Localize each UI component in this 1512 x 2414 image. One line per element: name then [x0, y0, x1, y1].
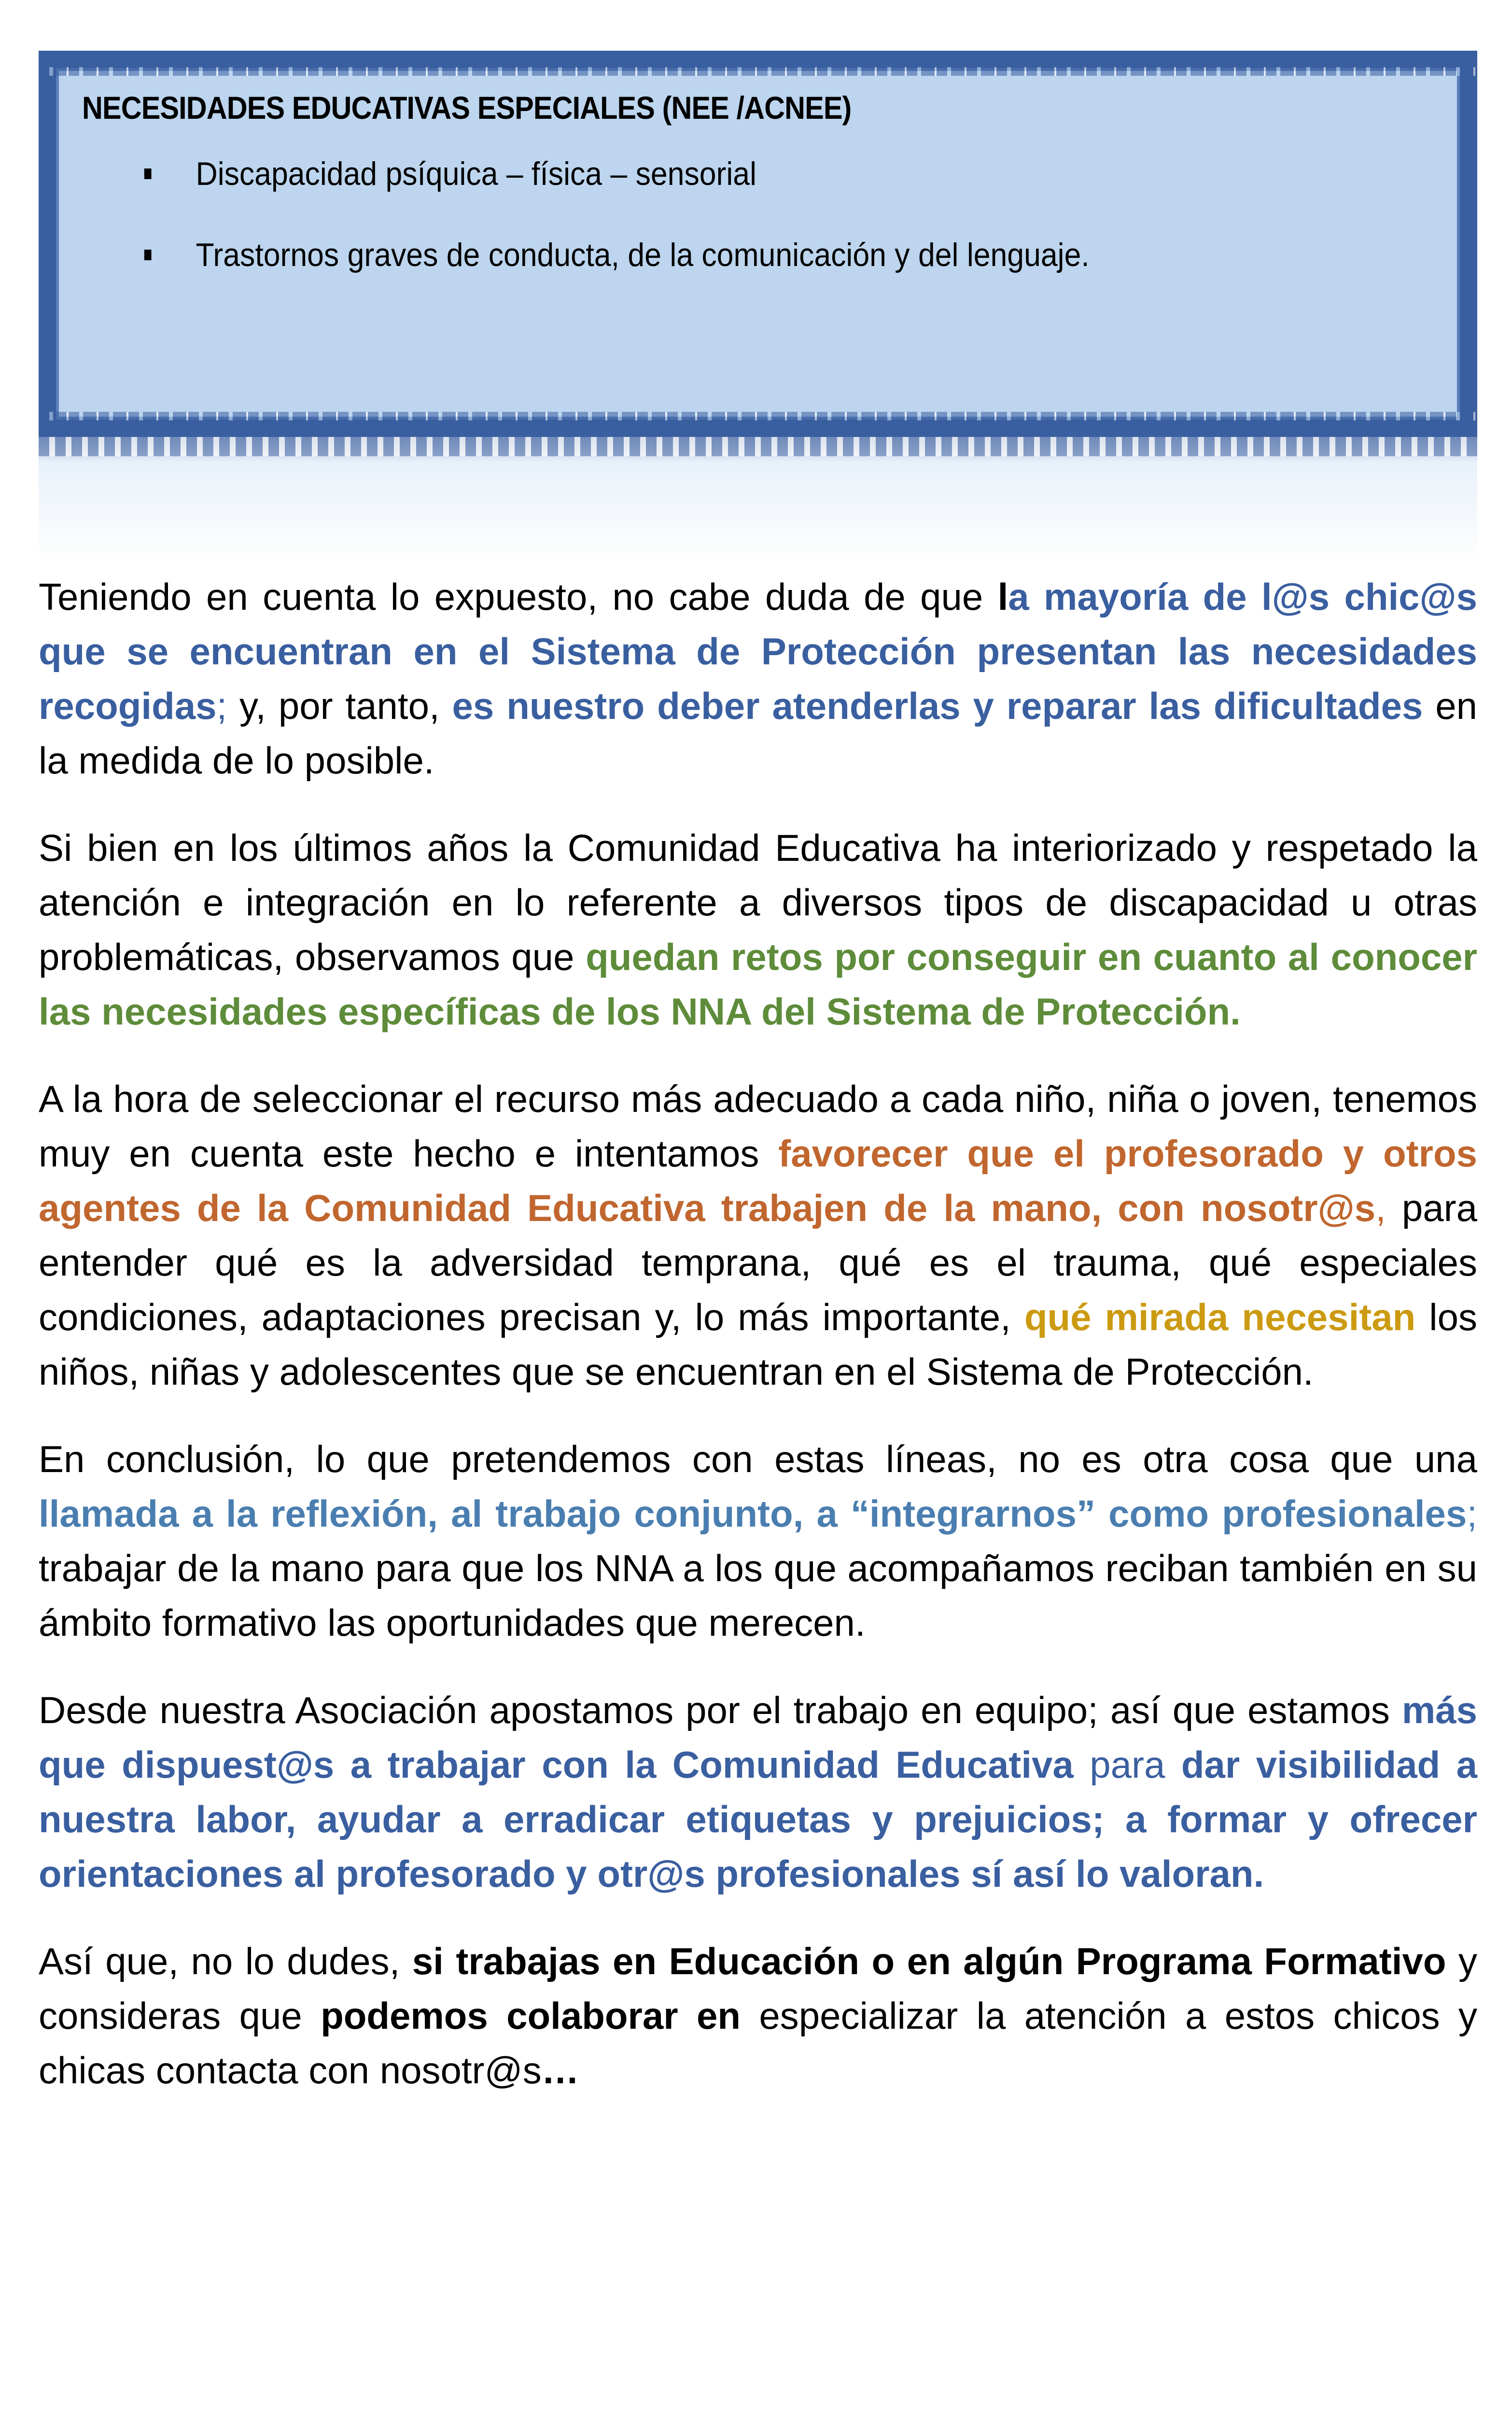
highlight-blue: es nuestro deber atenderlas y reparar las dificultades: [452, 685, 1423, 727]
text-run: y, por tanto,: [227, 685, 452, 727]
text-run: para: [1073, 1743, 1181, 1786]
paragraph-4: [39, 1432, 1477, 1650]
text-run: …: [541, 2049, 579, 2091]
text-run: en la medida de lo posible.: [39, 685, 1478, 782]
text-run: Así que, no lo dudes,: [39, 1940, 412, 1982]
paragraph-6: [39, 1934, 1477, 2098]
highlight-orange: favorecer que el profesorado y otros agentes de la Comunidad Educativa trabajen de la mano, con nosotr@s: [39, 1132, 1477, 1229]
info-box-reflection: [39, 437, 1477, 562]
emphasis-bold: podemos colaborar en: [321, 1994, 741, 2037]
text-run: y consideras que: [39, 1940, 1477, 2037]
paragraph-1: [39, 570, 1477, 788]
text-run: ;: [1467, 1492, 1477, 1535]
text-run: ;: [216, 685, 227, 727]
highlight-gold: qué mirada necesitan: [1024, 1296, 1416, 1338]
text-run: En conclusión, lo que pretendemos con estas líneas, no es otra cosa que una: [39, 1438, 1477, 1480]
info-box-list: [82, 155, 1448, 274]
highlight-blue: dar visibilidad a nuestra labor, ayudar a erradicar etiquetas y prejuicios; a formar y ofrecer orientaciones al profesorado y otr@s profesionales sí así lo valoran.: [39, 1743, 1477, 1895]
text-run: l: [997, 575, 1008, 618]
highlight-steel-blue: llamada a la reflexión, al trabajo conjunto, a “integrarnos” como profesionales: [39, 1492, 1467, 1535]
text-run: los niños, niñas y adolescentes que se encuentran en el Sistema de Protección.: [39, 1296, 1477, 1393]
highlight-blue: a mayoría de l@s chic@s que se encuentran en el Sistema de Protección presentan las necesidades recogidas: [39, 575, 1477, 727]
text-run: especializar la atención a estos chicos y chicas contacta con nosotr@s: [39, 1994, 1477, 2091]
highlight-green: quedan retos por conseguir en cuanto al conocer las necesidades específicas de los NNA del Sistema de Protección.: [39, 936, 1478, 1033]
article-body: [39, 570, 1477, 2131]
highlight-blue: más que dispuest@s a trabajar con la Comunidad Educativa: [39, 1689, 1477, 1786]
emphasis-bold: si trabajas en Educación o en algún Programa Formativo: [412, 1940, 1446, 1982]
text-run: ,: [1375, 1187, 1386, 1229]
text-run: Desde nuestra Asociación apostamos por el trabajo en equipo; así que estamos: [39, 1689, 1402, 1731]
paragraph-3: [39, 1072, 1477, 1399]
info-box-content: [82, 89, 1448, 317]
text-run: para entender qué es la adversidad temprana, qué es el trauma, qué especiales condiciones, adaptaciones precisan y, lo más importante,: [39, 1187, 1477, 1338]
text-run: Si bien en los últimos años la Comunidad Educativa ha interiorizado y respetado la atención e integración en lo referente a diversos tipos de discapacidad u otras problemáticas, observamos que: [39, 827, 1477, 978]
info-box-item-text: Trastornos graves de conducta, de la comunicación y del lenguaje.: [196, 237, 1090, 273]
text-run: Teniendo en cuenta lo expuesto, no cabe duda de que: [39, 575, 998, 618]
info-box-title: NECESIDADES EDUCATIVAS ESPECIALES (NEE /ACNEE): [82, 90, 852, 126]
paragraph-2: [39, 821, 1477, 1039]
info-box-item-text: Discapacidad psíquica – física – sensorial: [196, 155, 756, 192]
text-run: trabajar de la mano para que los NNA a los que acompañamos reciban también en su ámbito formativo las oportunidades que merecen.: [39, 1547, 1477, 1644]
info-box-item: [82, 155, 1339, 193]
info-box-item: [82, 236, 1339, 274]
square-bullet-icon: [144, 250, 152, 260]
text-run: A la hora de seleccionar el recurso más adecuado a cada niño, niña o joven, tenemos muy en cuenta este hecho e intentamos: [39, 1078, 1477, 1175]
square-bullet-icon: [144, 168, 152, 179]
paragraph-5: [39, 1683, 1477, 1901]
nee-info-box: [39, 51, 1477, 437]
